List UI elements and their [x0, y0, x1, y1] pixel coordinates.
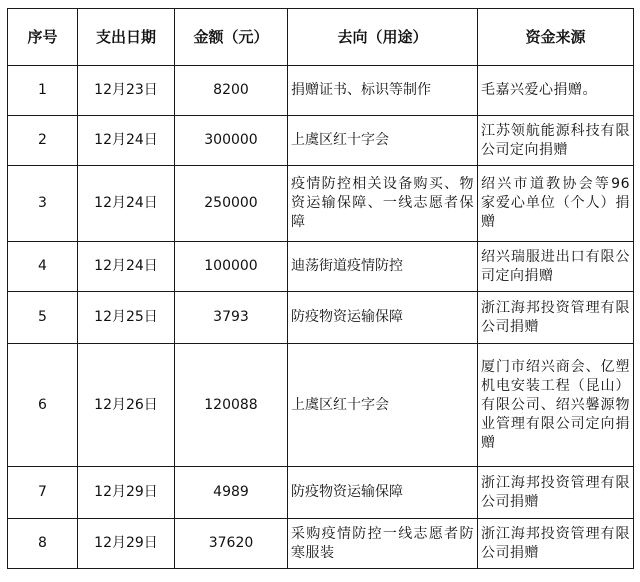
table-row: [8, 66, 634, 116]
cell-date: 12月29日: [78, 467, 175, 519]
header-row: [8, 9, 634, 66]
cell-date: 12月25日: [78, 292, 175, 344]
cell-use: 上虞区红十字会: [288, 344, 478, 467]
table-row: [8, 292, 634, 344]
table-row: [8, 344, 634, 467]
cell-no: 8: [8, 519, 78, 569]
cell-date: 12月29日: [78, 519, 175, 569]
cell-amount: 250000: [175, 166, 288, 242]
cell-amount: 4989: [175, 467, 288, 519]
cell-source: 绍兴瑞服进出口有限公司定向捐赠: [478, 242, 634, 292]
cell-date: 12月23日: [78, 66, 175, 116]
cell-source: 浙江海邦投资管理有限公司捐赠: [478, 292, 634, 344]
expenditure-table: [7, 8, 634, 569]
cell-amount: 3793: [175, 292, 288, 344]
table-row: [8, 519, 634, 569]
header-source: 资金来源: [478, 9, 634, 66]
cell-amount: 8200: [175, 66, 288, 116]
cell-source: 浙江海邦投资管理有限公司捐赠: [478, 467, 634, 519]
table-row: [8, 242, 634, 292]
header-date: 支出日期: [78, 9, 175, 66]
cell-no: 5: [8, 292, 78, 344]
cell-no: 4: [8, 242, 78, 292]
header-use: 去向（用途）: [288, 9, 478, 66]
cell-date: 12月26日: [78, 344, 175, 467]
cell-use: 上虞区红十字会: [288, 116, 478, 166]
cell-use: 捐赠证书、标识等制作: [288, 66, 478, 116]
cell-source: 毛嘉兴爱心捐赠。: [478, 66, 634, 116]
table-row: [8, 467, 634, 519]
cell-source: 浙江海邦投资管理有限公司捐赠: [478, 519, 634, 569]
cell-no: 1: [8, 66, 78, 116]
cell-use: 迪荡街道疫情防控: [288, 242, 478, 292]
header-no: 序号: [8, 9, 78, 66]
cell-use: 防疫物资运输保障: [288, 467, 478, 519]
cell-amount: 37620: [175, 519, 288, 569]
cell-no: 7: [8, 467, 78, 519]
cell-date: 12月24日: [78, 166, 175, 242]
cell-source: 江苏领航能源科技有限公司定向捐赠: [478, 116, 634, 166]
cell-source: 厦门市绍兴商会、亿塑机电安装工程（昆山）有限公司、绍兴馨源物业管理有限公司定向捐赠: [478, 344, 634, 467]
header-amount: 金额（元）: [175, 9, 288, 66]
cell-amount: 300000: [175, 116, 288, 166]
cell-source: 绍兴市道教协会等96家爱心单位（个人）捐赠: [478, 166, 634, 242]
table-row: [8, 116, 634, 166]
cell-date: 12月24日: [78, 116, 175, 166]
table-row: [8, 166, 634, 242]
cell-no: 6: [8, 344, 78, 467]
cell-no: 2: [8, 116, 78, 166]
cell-use: 疫情防控相关设备购买、物资运输保障、一线志愿者保障: [288, 166, 478, 242]
cell-amount: 100000: [175, 242, 288, 292]
cell-no: 3: [8, 166, 78, 242]
cell-use: 采购疫情防控一线志愿者防寒服装: [288, 519, 478, 569]
cell-amount: 120088: [175, 344, 288, 467]
cell-date: 12月24日: [78, 242, 175, 292]
cell-use: 防疫物资运输保障: [288, 292, 478, 344]
